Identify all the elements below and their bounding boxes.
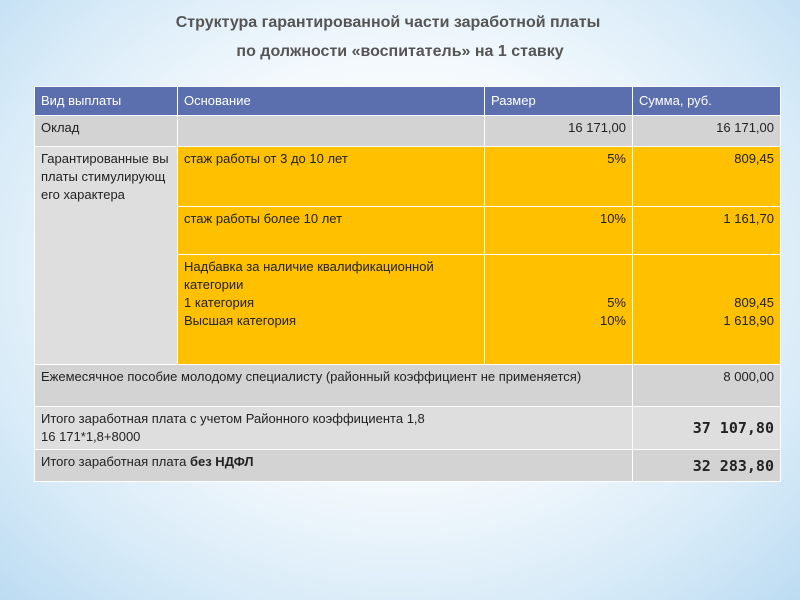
table-row-allowance [35,365,781,407]
exp-3-10-size: 5% [485,147,633,207]
header-basis: Основание [178,87,485,116]
total-rk-label [35,407,633,450]
exp-10-size: 10% [485,207,633,255]
qualification-sum [633,255,781,365]
header-sum: Сумма, руб. [633,87,781,116]
qualification-basis [178,255,485,365]
qualification-basis-line1: Надбавка за наличие квалификационной категории [184,259,434,292]
oklad-type: Оклад [35,116,178,147]
allowance-label: Ежемесячное пособие молодому специалисту (районный коэффициент не применяется) [35,365,633,407]
table-row-exp-3-10 [35,147,781,207]
exp-3-10-basis: стаж работы от 3 до 10 лет [178,147,485,207]
total-rk-sum: 37 107,80 [633,407,781,450]
qualification-sum-line1: 809,45 [734,295,774,310]
total-rk-label-line1: Итого заработная плата с учетом Районного коэффициента 1,8 [41,411,425,426]
header-payment-type: Вид выплаты [35,87,178,116]
slide-title-line2: по должности «воспитатель» на 1 ставку [236,43,564,60]
oklad-size: 16 171,00 [485,116,633,147]
total-net-label [35,450,633,482]
table-row-total-net [35,450,781,482]
oklad-basis [178,116,485,147]
table-row-oklad [35,116,781,147]
qualification-basis-line2: 1 категория [184,295,255,310]
qualification-size-line2: 10% [599,313,626,328]
exp-10-basis: стаж работы более 10 лет [178,207,485,255]
guaranteed-type: Гарантированные выплаты стимулирующего характера [35,147,178,365]
qualification-size-line1: 5% [607,295,626,310]
exp-3-10-sum: 809,45 [633,147,781,207]
salary-structure-table [34,86,781,482]
header-size: Размер [485,87,633,116]
qualification-basis-line3: Высшая категория [184,313,296,328]
exp-10-sum: 1 161,70 [633,207,781,255]
slide-title-line1: Структура гарантированной части заработной платы [175,14,601,31]
table-header-row [35,87,781,116]
allowance-sum: 8 000,00 [633,365,781,407]
table-row-total-rk [35,407,781,450]
total-rk-label-line2: 16 171*1,8+8000 [41,429,141,444]
qualification-size [485,255,633,365]
qualification-sum-line2: 1 618,90 [723,313,774,328]
total-net-label-bold: без НДФЛ [189,454,254,469]
total-net-label-prefix: Итого заработная плата [41,454,190,469]
total-net-sum: 32 283,80 [633,450,781,482]
oklad-sum: 16 171,00 [633,116,781,147]
